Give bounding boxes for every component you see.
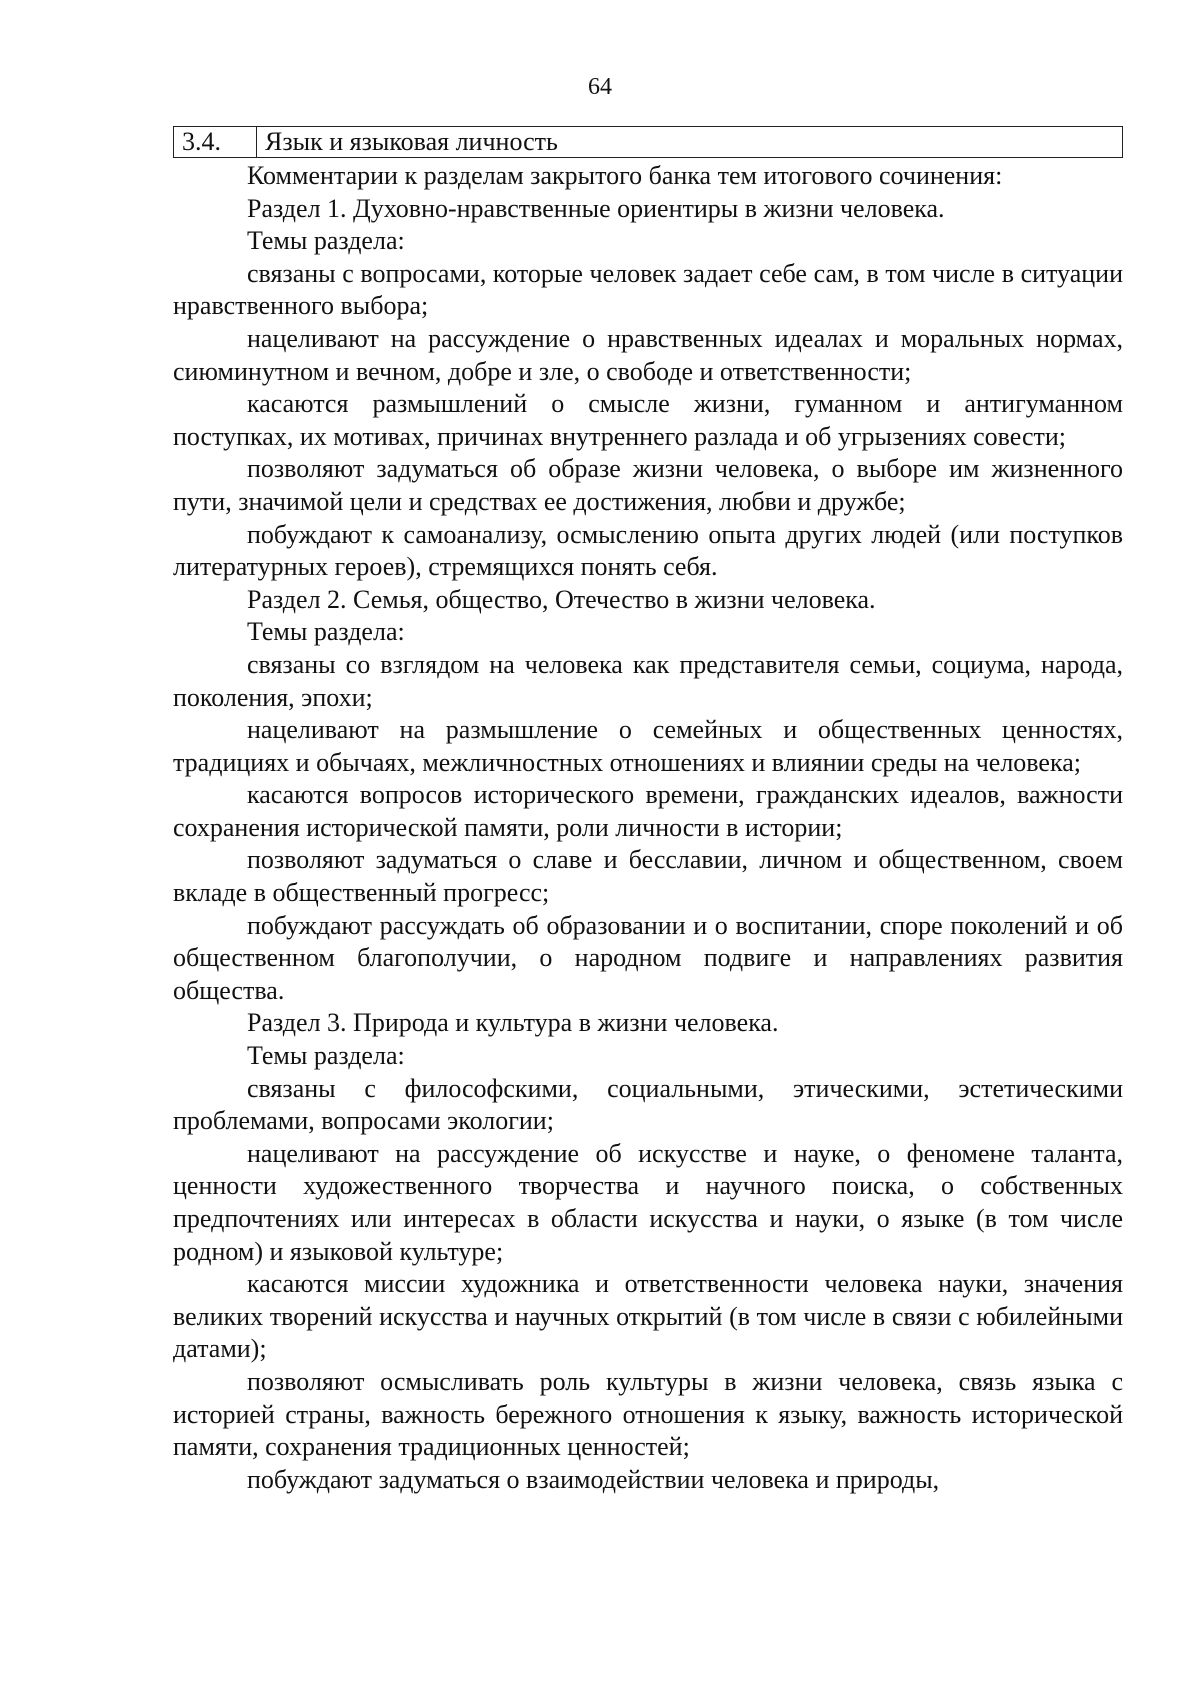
body-text	[173, 160, 1123, 1496]
paragraph: связаны с философскими, социальными, этическими, эстетическими проблемами, вопросами экологии;	[173, 1073, 1123, 1136]
paragraph: касаются размышлений о смысле жизни, гуманном и антигуманном поступках, их мотивах, причинах внутреннего разлада и об угрызениях совести;	[173, 389, 1123, 451]
table-row	[174, 127, 1123, 158]
section-heading-line: Раздел 1. Духовно-нравственные ориентиры в жизни человека.	[247, 193, 945, 223]
paragraph: позволяют задуматься о славе и бесславии, личном и общественном, своем вкладе в общественный прогресс;	[173, 845, 1123, 908]
paragraph: побуждают рассуждать об образовании и о воспитании, споре поколений и об общественном благополучии, о народном подвиге и направлениях развития общества.	[173, 910, 1123, 1005]
paragraph: нацеливают на размышление о семейных и общественных ценностях, традициях и обычаях, межличностных отношениях и влиянии среды на человека;	[173, 715, 1123, 777]
paragraph: побуждают к самоанализу, осмыслению опыта других людей (или поступков литературных героев), стремящихся понять себя.	[173, 519, 1123, 582]
paragraph: касаются миссии художника и ответственности человека науки, значения великих творений искусства и научных открытий (в том числе в связи с юбилейными датами);	[173, 1269, 1123, 1364]
topic-title-cell: Язык и языковая личность	[257, 127, 1123, 158]
paragraph: нацеливают на рассуждение о нравственных идеалах и моральных нормах, сиюминутном и вечном, добре и зле, о свободе и ответственности;	[173, 323, 1123, 386]
section-heading-line: Раздел 2. Семья, общество, Отечество в жизни человека.	[247, 584, 876, 614]
paragraph: позволяют задуматься об образе жизни человека, о выборе им жизненного пути, значимой цели и средствах ее достижения, любви и дружбе;	[173, 454, 1123, 516]
paragraph: побуждают задуматься о взаимодействии человека и природы,	[247, 1464, 940, 1494]
paragraph: связаны со взглядом на человека как представителя семьи, социума, народа, поколения, эпохи;	[173, 649, 1123, 712]
section-heading-line: Темы раздела:	[247, 617, 405, 647]
section-heading-line: Темы раздела:	[247, 226, 405, 256]
paragraph: касаются вопросов исторического времени, гражданских идеалов, важности сохранения исторической памяти, роли личности в истории;	[173, 780, 1123, 842]
paragraph: позволяют осмысливать роль культуры в жизни человека, связь языка с историей страны, важность бережного отношения к языку, важность исторической памяти, сохранения традиционных ценностей;	[173, 1366, 1123, 1462]
paragraph: нацеливают на рассуждение об искусстве и науке, о феномене таланта, ценности художественного творчества и научного поиска, о собственных предпочтениях или интересах в области искусства и науки, о языке (в том числе родном) и языковой культуре;	[173, 1138, 1123, 1266]
paragraph: связаны с вопросами, которые человек задает себе сам, в том числе в ситуации нравственного выбора;	[173, 258, 1123, 321]
page-number: 64	[588, 74, 612, 100]
section-heading-line: Раздел 3. Природа и культура в жизни человека.	[247, 1008, 779, 1038]
topic-number-cell: 3.4.	[174, 127, 257, 158]
section-heading-line: Комментарии к разделам закрытого банка тем итогового сочинения:	[247, 161, 1003, 190]
section-heading-line: Темы раздела:	[247, 1041, 405, 1071]
topic-table	[173, 126, 1123, 158]
